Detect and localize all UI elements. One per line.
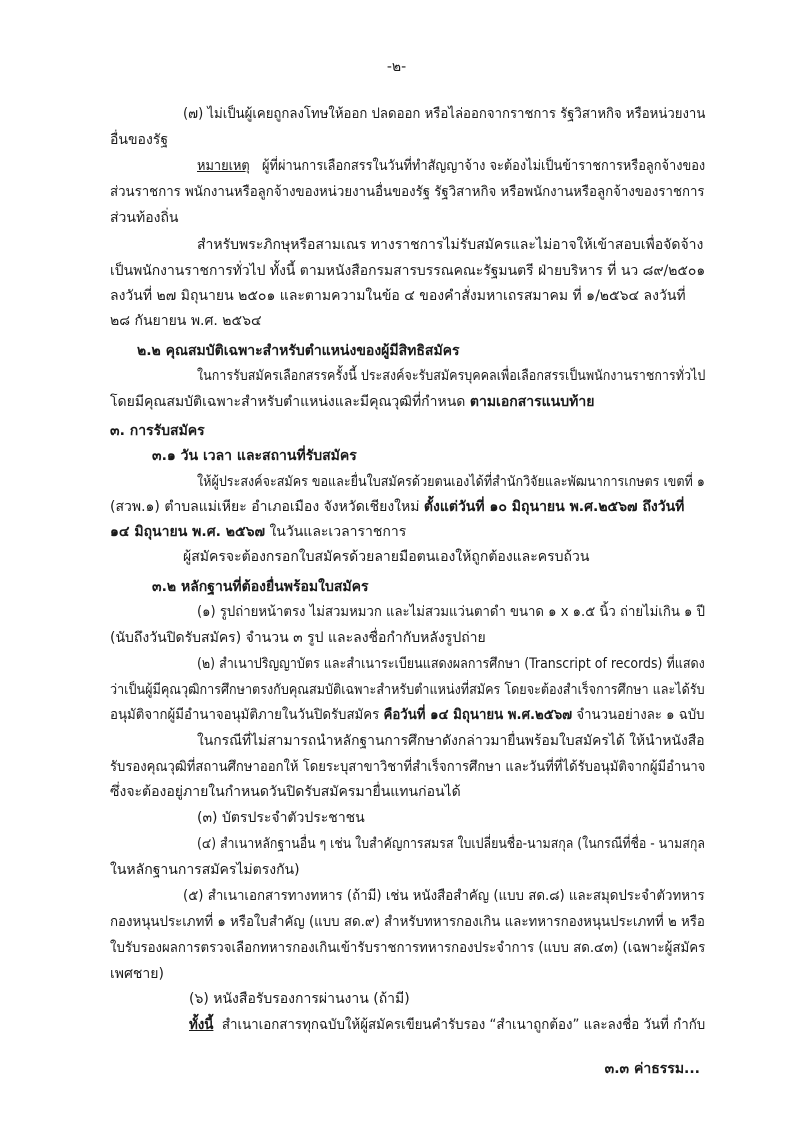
note-line-2: ส่วนราชการ พนักงานหรือลูกจ้างของหน่วยงานอื่นของรัฐ รัฐวิสาหกิจ หรือพนักงานหรือลูกจ้างของราชการ [110,184,705,200]
section-3-heading: ๓. การรับสมัคร [110,423,205,439]
section-3-1-line-3 [110,522,406,542]
note-label: หมายเหตุ [197,158,250,174]
item-2b-line-2: รับรองคุณวุฒิที่สถานศึกษาออกให้ โดยระบุสาขาวิชาที่สำเร็จการศึกษา และวันที่ที่ได้รับอนุมัติจากผู้มีอำนาจ [110,759,706,775]
item-2-line-3-text: อนุมัติจากผู้มีอำนาจอนุมัติภายในวันปิดรับสมัคร [110,707,380,723]
section-3-2-heading: ๓.๒ หลักฐานที่ต้องยื่นพร้อมใบสมัคร [152,579,369,595]
item-2b-line-3: ซึ่งจะต้องอยู่ภายในกำหนดวันปิดรับสมัครมายื่นแทนก่อนได้ [110,784,461,800]
section-3-1-line-4: ผู้สมัครจะต้องกรอกใบสมัครด้วยลายมือตนเองให้ถูกต้องและครบถ้วน [183,549,590,565]
page-number: -๒- [386,59,407,75]
monks-line-1: สำหรับพระภิกษุหรือสามเณร ทางราชการไม่รับสมัครและไม่อาจให้เข้าสอบเพื่อจัดจ้าง [197,237,704,253]
item-2b-line-1: ในกรณีที่ไม่สามารถนำหลักฐานการศึกษาดังกล่าวมายื่นพร้อมใบสมัครได้ ให้นำหนังสือ [197,733,705,749]
copy-note-label: ทั้งนี้ [189,1017,214,1033]
item-3: (๓) บัตรประจำตัวประชาชน [197,810,365,826]
section-2-2-heading: ๒.๒ คุณสมบัติเฉพาะสำหรับตำแหน่งของผู้มีสิทธิสมัคร [137,343,460,359]
section-3-1-line-1: ให้ผู้ประสงค์จะสมัคร ขอและยื่นใบสมัครด้วยตนเองได้ที่สำนักวิจัยและพัฒนาการเกษตร เขตที่ ๑ [197,474,705,490]
section-2-2-line-2-text: โดยมีคุณสมบัติเฉพาะสำหรับตำแหน่งและมีคุณวุฒิที่กำหนด [110,394,466,410]
item-5-line-3: ใบรับรองผลการตรวจเลือกทหารกองเกินเข้ารับราชการทหารกองประจำการ (แบบ สด.๔๓) (เฉพาะผู้สมัคร [110,940,706,956]
copy-note [189,1015,705,1035]
section-2-2-attachment: ตามเอกสารแนบท้าย [469,394,595,410]
copy-note-text: สำเนาเอกสารทุกฉบับให้ผู้สมัครเขียนคำรับรอง “สำเนาถูกต้อง” และลงชื่อ วันที่ กำกับ [221,1017,706,1033]
section-3-1-date-end: ๑๔ มิถุนายน พ.ศ. ๒๕๖๗ [110,524,266,540]
item-6: (๖) หนังสือรับรองการผ่านงาน (ถ้ามี) [189,991,410,1007]
section-3-1-date-start: ตั้งแต่วันที่ ๑๐ มิถุนายน พ.ศ.๒๕๖๗ ถึงวันที่ [423,499,685,515]
item-4-line-2: ในหลักฐานการสมัครไม่ตรงกัน) [110,862,300,878]
item-7-line-1: (๗) ไม่เป็นผู้เคยถูกลงโทษให้ออก ปลดออก หรือไล่ออกจากราชการ รัฐวิสาหกิจ หรือหน่วยงาน [183,106,706,122]
monks-line-2: เป็นพนักงานราชการทั่วไป ทั้งนี้ ตามหนังสือกรมสารบรรณคณะรัฐมนตรี ฝ่ายบริหาร ที่ นว ๘๙/๒๕๐๑ [110,263,706,279]
item-5-line-4: เพศชาย) [110,966,164,982]
section-3-1-location: (สวพ.๑) ตำบลแม่เหียะ อำเภอเมือง จังหวัดเชียงใหม่ [110,499,420,515]
item-2-line-2: ว่าเป็นผู้มีคุณวุฒิการศึกษาตรงกับคุณสมบัติเฉพาะสำหรับตำแหน่งที่สมัคร โดยจะต้องสำเร็จการศึกษา และได้รับ [110,682,705,698]
section-3-1-hours: ในวันและเวลาราชการ [269,524,407,540]
monks-line-3: ลงวันที่ ๒๗ มิถุนายน ๒๕๐๑ และตามความในข้อ ๔ ของคำสั่งมหาเถรสมาคม ที่ ๑/๒๕๖๔ ลงวันที่ [110,288,686,304]
item-2-line-3 [110,705,705,725]
item-4-line-1: (๔) สำเนาหลักฐานอื่น ๆ เช่น ใบสำคัญการสมรส ใบเปลี่ยนชื่อ-นามสกุล (ในกรณีที่ชื่อ - นามสกุล [197,836,705,852]
continuation-marker: ๓.๓ ค่าธรรม... [604,1061,700,1077]
note-line-1 [197,156,705,176]
note-line-1-text: ผู้ที่ผ่านการเลือกสรรในวันที่ทำสัญญาจ้าง จะต้องไม่เป็นข้าราชการหรือลูกจ้างของ [261,158,706,174]
item-2-line-1: (๒) สำเนาปริญญาบัตร และสำเนาระเบียนแสดงผลการศึกษา (Transcript of records) ที่แสดง [197,656,705,672]
section-2-2-line-1: ในการรับสมัครเลือกสรรครั้งนี้ ประสงค์จะรับสมัครบุคคลเพื่อเลือกสรรเป็นพนักงานราชการทั่วไป [197,368,706,384]
section-2-2-line-2 [110,392,594,412]
monks-line-4: ๒๘ กันยายน พ.ศ. ๒๕๖๔ [110,313,262,329]
item-1-line-2: (นับถึงวันปิดรับสมัคร) จำนวน ๓ รูป และลงชื่อกำกับหลังรูปถ่าย [110,630,486,646]
item-2-deadline: คือวันที่ ๑๔ มิถุนายน พ.ศ.๒๕๖๗ [383,707,573,723]
item-7-line-2: อื่นของรัฐ [110,132,169,148]
item-2-copies: จำนวนอย่างละ ๑ ฉบับ [576,707,705,723]
note-line-3: ส่วนท้องถิ่น [110,210,179,226]
section-3-1-heading: ๓.๑ วัน เวลา และสถานที่รับสมัคร [152,448,357,464]
section-3-1-line-2 [110,497,684,517]
item-1-line-1: (๑) รูปถ่ายหน้าตรง ไม่สวมหมวก และไม่สวมแว่นตาดำ ขนาด ๑ x ๑.๕ นิ้ว ถ่ายไม่เกิน ๑ ปี [197,604,705,620]
item-5-line-1: (๕) สำเนาเอกสารทางทหาร (ถ้ามี) เช่น หนังสือสำคัญ (แบบ สด.๘) และสมุดประจำตัวทหาร [183,888,705,904]
item-5-line-2: กองหนุนประเภทที่ ๑ หรือใบสำคัญ (แบบ สด.๙) สำหรับทหารกองเกิน และทหารกองหนุนประเภทที่ ๒ หรือ [110,914,705,930]
